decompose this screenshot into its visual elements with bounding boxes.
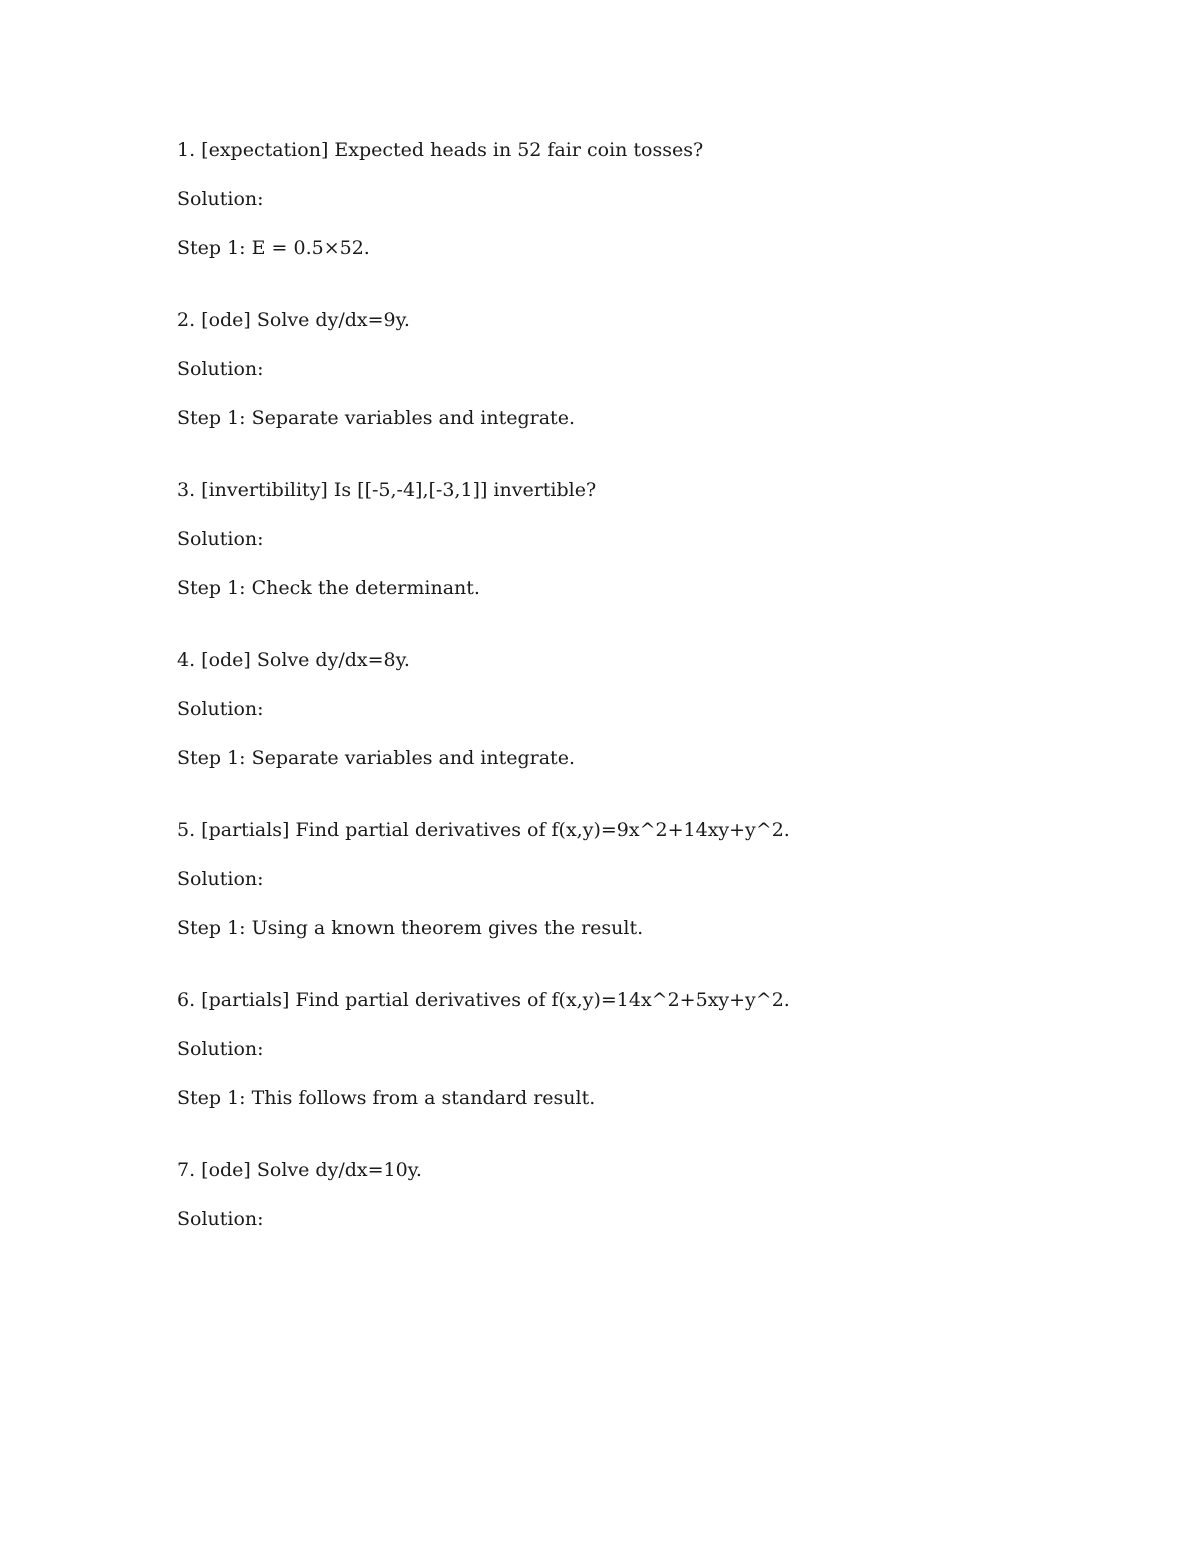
solution-label: Solution: — [177, 868, 264, 890]
problem-3 — [177, 478, 1077, 600]
problem-question: 3. [invertibility] Is [[-5,-4],[-3,1]] invertible? — [177, 479, 597, 501]
problem-6 — [177, 988, 1077, 1110]
solution-label: Solution: — [177, 528, 264, 550]
problem-question: 1. [expectation] Expected heads in 52 fair coin tosses? — [177, 139, 704, 161]
problem-question: 4. [ode] Solve dy/dx=8y. — [177, 649, 410, 671]
solution-label: Solution: — [177, 188, 264, 210]
solution-step: Step 1: Check the determinant. — [177, 577, 480, 599]
solution-step: Step 1: Separate variables and integrate. — [177, 747, 575, 769]
problem-2 — [177, 308, 1077, 430]
problem-4 — [177, 648, 1077, 770]
problem-5 — [177, 818, 1077, 940]
document-body — [177, 138, 1077, 1279]
problem-question: 7. [ode] Solve dy/dx=10y. — [177, 1159, 422, 1181]
solution-label: Solution: — [177, 1208, 264, 1230]
solution-label: Solution: — [177, 1038, 264, 1060]
problem-question: 2. [ode] Solve dy/dx=9y. — [177, 309, 410, 331]
solution-step: Step 1: This follows from a standard result. — [177, 1087, 596, 1109]
solution-label: Solution: — [177, 358, 264, 380]
solution-step: Step 1: Separate variables and integrate. — [177, 407, 575, 429]
problem-question: 5. [partials] Find partial derivatives of f(x,y)=9x^2+14xy+y^2. — [177, 819, 790, 841]
problem-1 — [177, 138, 1077, 260]
solution-step: Step 1: Using a known theorem gives the result. — [177, 917, 644, 939]
solution-label: Solution: — [177, 698, 264, 720]
problem-7 — [177, 1158, 1077, 1231]
solution-step: Step 1: E = 0.5×52. — [177, 237, 370, 259]
problem-question: 6. [partials] Find partial derivatives of f(x,y)=14x^2+5xy+y^2. — [177, 989, 790, 1011]
